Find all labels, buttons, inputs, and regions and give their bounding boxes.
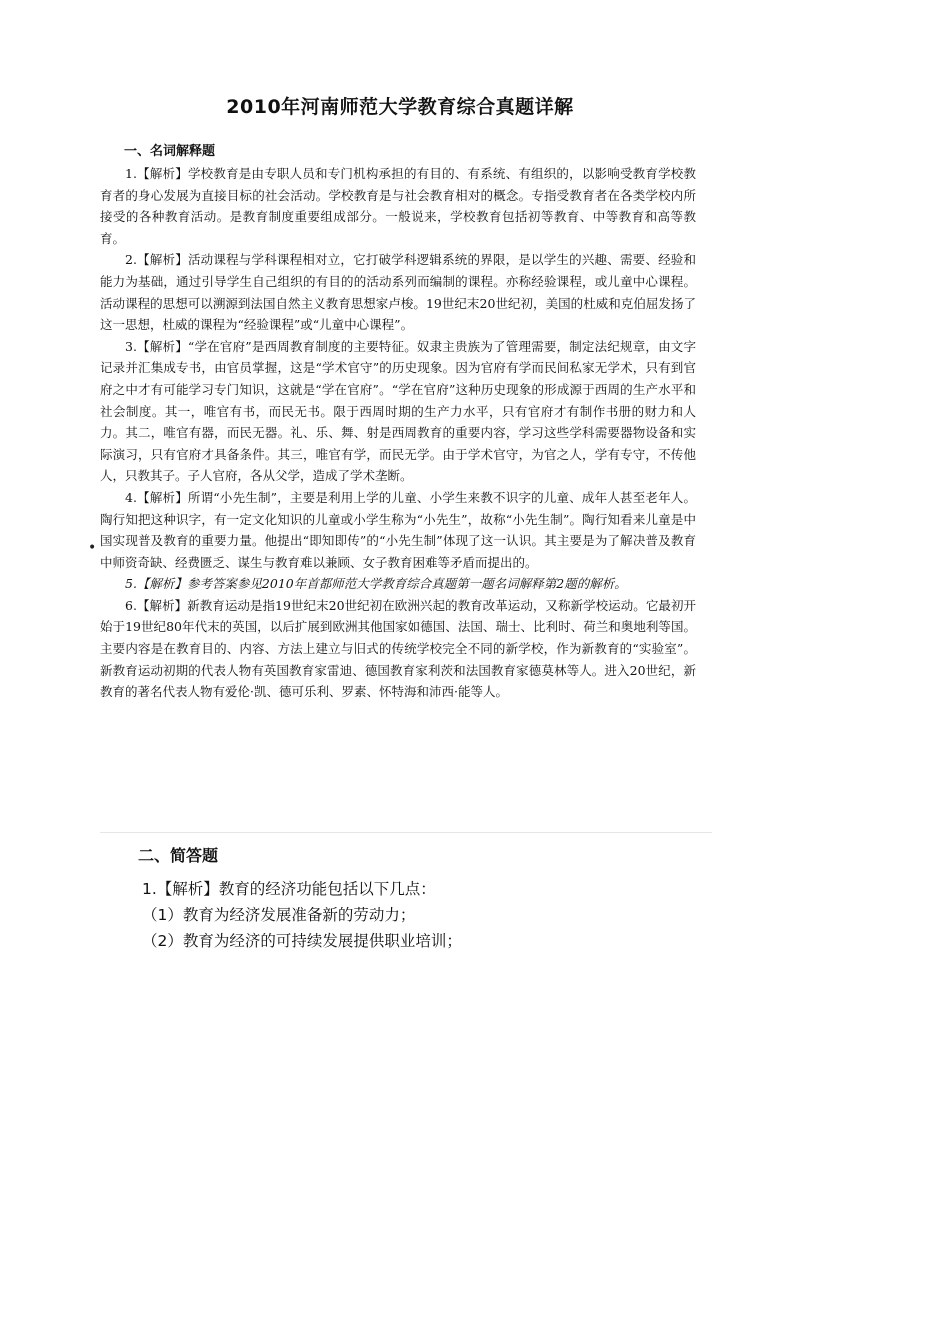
answer-paragraph-2: 2.【解析】活动课程与学科课程相对立，它打破学科逻辑系统的界限，是以学生的兴趣、需要、经验和能力为基础，通过引导学生自己组织的有目的的活动系列而编制的课程。亦称经验课程，或儿童中心课程。活动课程的思想可以溯源到法国自然主义教育思想家卢梭。19世纪末20世纪初，美国的杜威和克伯屈发扬了这一思想，杜威的课程为“经验课程”或“儿童中心课程”。	[100, 252, 696, 333]
answer-line-2: （1）教育为经济发展准备新的劳动力；	[142, 906, 416, 924]
answer-line-3: （2）教育为经济的可持续发展提供职业培训；	[142, 932, 462, 950]
answer-paragraph-3: 3.【解析】“学在官府”是西周教育制度的主要特征。奴隶主贵族为了管理需要，制定法纪规章，由文字记录并汇集成专书，由官员掌握，这是“学术官守”的历史现象。因为官府有学而民间私家无学术，只有到官府之中才有可能学习专门知识，这就是“学在官府”。“学在官府”这种历史现象的形成源于西周的生产水平和社会制度。其一，唯官有书，而民无书。限于西周时期的生产力水平，只有官府才有制作书册的财力和人力。其二，唯官有器，而民无器。礼、乐、舞、射是西周教育的重要内容，学习这些学科需要器物设备和实际演习，只有官府才具备条件。其三，唯官有学，而民无学。由于学术官守，为官之人，学有专守，不传他人，只教其子。子人官府，各从父学，造成了学术垄断。	[100, 338, 696, 484]
answer-paragraph-5: 5.【解析】参考答案参见2010年首都师范大学教育综合真题第一题名词解释第2题的解析。	[125, 576, 627, 592]
answer-line-1: 1.【解析】教育的经济功能包括以下几点：	[142, 880, 436, 898]
section-definitions	[100, 140, 696, 703]
margin-dot: •	[88, 540, 97, 556]
answer-paragraph-1: 1.【解析】学校教育是由专职人员和专门机构承担的有目的、有系统、有组织的，以影响受教育学校教育者的身心发展为直接目标的社会活动。学校教育是与社会教育相对的概念。专指受教育者在各类学校内所接受的各种教育活动。是教育制度重要组成部分。一般说来，学校教育包括初等教育、中等教育和高等教育。	[100, 166, 696, 246]
answer-paragraph-6: 6.【解析】新教育运动是指19世纪末20世纪初在欧洲兴起的教育改革运动，又称新学校运动。它最初开始于19世纪80年代末的英国，以后扩展到欧洲其他国家如德国、法国、瑞士、比利时、荷兰和奥地利等国。主要内容是在教育目的、内容、方法上建立与旧式的传统学校完全不同的新学校，作为新教育的“实验室”。新教育运动初期的代表人物有英国教育家雷迪、德国教育家利茨和法国教育家德莫林等人。进入20世纪，新教育的著名代表人物有爱伦·凯、德可乐利、罗素、怀特海和沛西·能等人。	[100, 597, 696, 700]
answer-paragraph-4: 4.【解析】所谓“小先生制”，主要是利用上学的儿童、小学生来教不识字的儿童、成年人甚至老年人。陶行知把这种识字，有一定文化知识的儿童或小学生称为“小先生”，故称“小先生制”。陶行知看来儿童是中国实现普及教育的重要力量。他提出“即知即传”的“小先生制”体现了这一认识。其主要是为了解决普及教育中师资奇缺、经费匮乏、谋生与教育难以兼顾、女子教育困难等矛盾而提出的。	[100, 489, 696, 570]
section-heading-2: 二、简答题	[138, 846, 219, 865]
section-short-answer	[100, 832, 712, 954]
section-heading: 一、名词解释题	[124, 144, 216, 159]
page-title: 2010年河南师范大学教育综合真题详解	[226, 96, 574, 118]
